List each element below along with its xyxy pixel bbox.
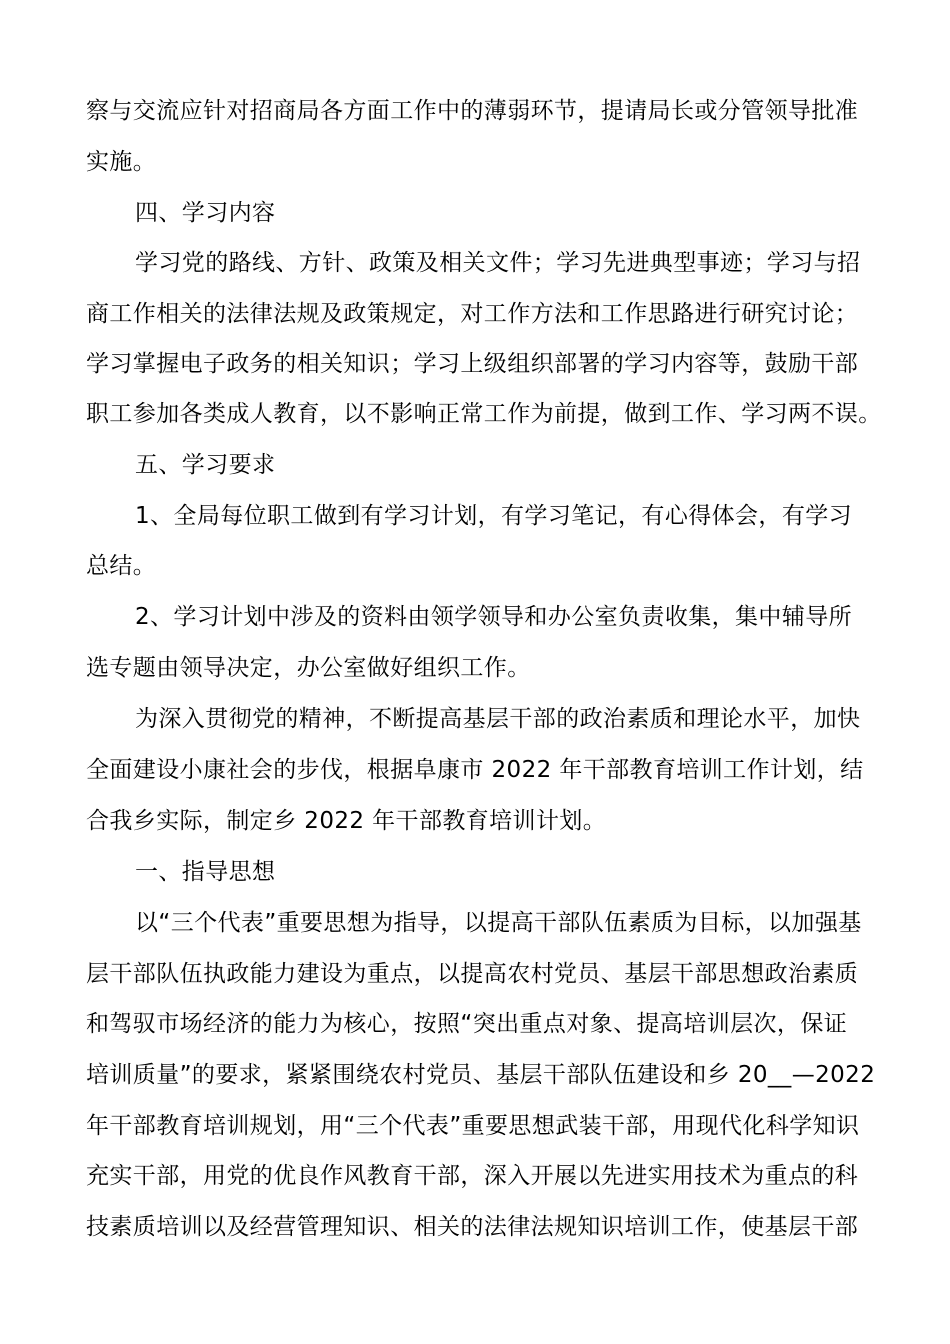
- paragraph-line: 2、学习计划中涉及的资料由领学领导和办公室负责收集，集中辅导所: [135, 604, 853, 630]
- section-heading: 五、学习要求: [135, 452, 276, 478]
- paragraph-line: 职工参加各类成人教育，以不影响正常工作为前提，做到工作、学习两不误。: [86, 401, 882, 427]
- paragraph-line: 合我乡实际，制定乡 2022 年干部教育培训计划。: [86, 808, 607, 834]
- paragraph-line: 选专题由领导决定，办公室做好组织工作。: [86, 655, 531, 681]
- paragraph-line: 和驾驭市场经济的能力为核心，按照“突出重点对象、提高培训层次，保证: [86, 1011, 848, 1037]
- paragraph-line: 学习掌握电子政务的相关知识；学习上级组织部署的学习内容等，鼓励干部: [86, 351, 859, 377]
- paragraph-line: 充实干部，用党的优良作风教育干部，深入开展以先进实用技术为重点的科: [86, 1163, 859, 1189]
- paragraph-line: 学习党的路线、方针、政策及相关文件；学习先进典型事迹；学习与招: [135, 250, 861, 276]
- paragraph-line: 总结。: [86, 553, 157, 579]
- paragraph-line: 年干部教育培训规划，用“三个代表”重要思想武装干部，用现代化科学知识: [86, 1113, 860, 1139]
- paragraph-line: 技素质培训以及经营管理知识、相关的法律法规知识培训工作，使基层干部: [86, 1214, 859, 1240]
- paragraph-line: 层干部队伍执政能力建设为重点，以提高农村党员、基层干部思想政治素质: [86, 961, 859, 987]
- section-heading: 四、学习内容: [135, 200, 276, 226]
- paragraph-line: 全面建设小康社会的步伐，根据阜康市 2022 年干部教育培训工作计划，结: [86, 757, 864, 783]
- section-heading: 一、指导思想: [135, 859, 276, 885]
- paragraph-line: 商工作相关的法律法规及政策规定，对工作方法和工作思路进行研究讨论；: [86, 301, 859, 327]
- paragraph-line: 以“三个代表”重要思想为指导，以提高干部队伍素质为目标，以加强基: [135, 910, 862, 936]
- paragraph-line: 实施。: [86, 149, 157, 175]
- paragraph-line: 1、全局每位职工做到有学习计划，有学习笔记，有心得体会，有学习: [135, 503, 853, 529]
- paragraph-line: 为深入贯彻党的精神，不断提高基层干部的政治素质和理论水平，加快: [135, 706, 861, 732]
- paragraph-line: 察与交流应针对招商局各方面工作中的薄弱环节，提请局长或分管领导批准: [86, 98, 859, 124]
- paragraph-line: 培训质量”的要求，紧紧围绕农村党员、基层干部队伍建设和乡 20__—2022: [86, 1062, 876, 1088]
